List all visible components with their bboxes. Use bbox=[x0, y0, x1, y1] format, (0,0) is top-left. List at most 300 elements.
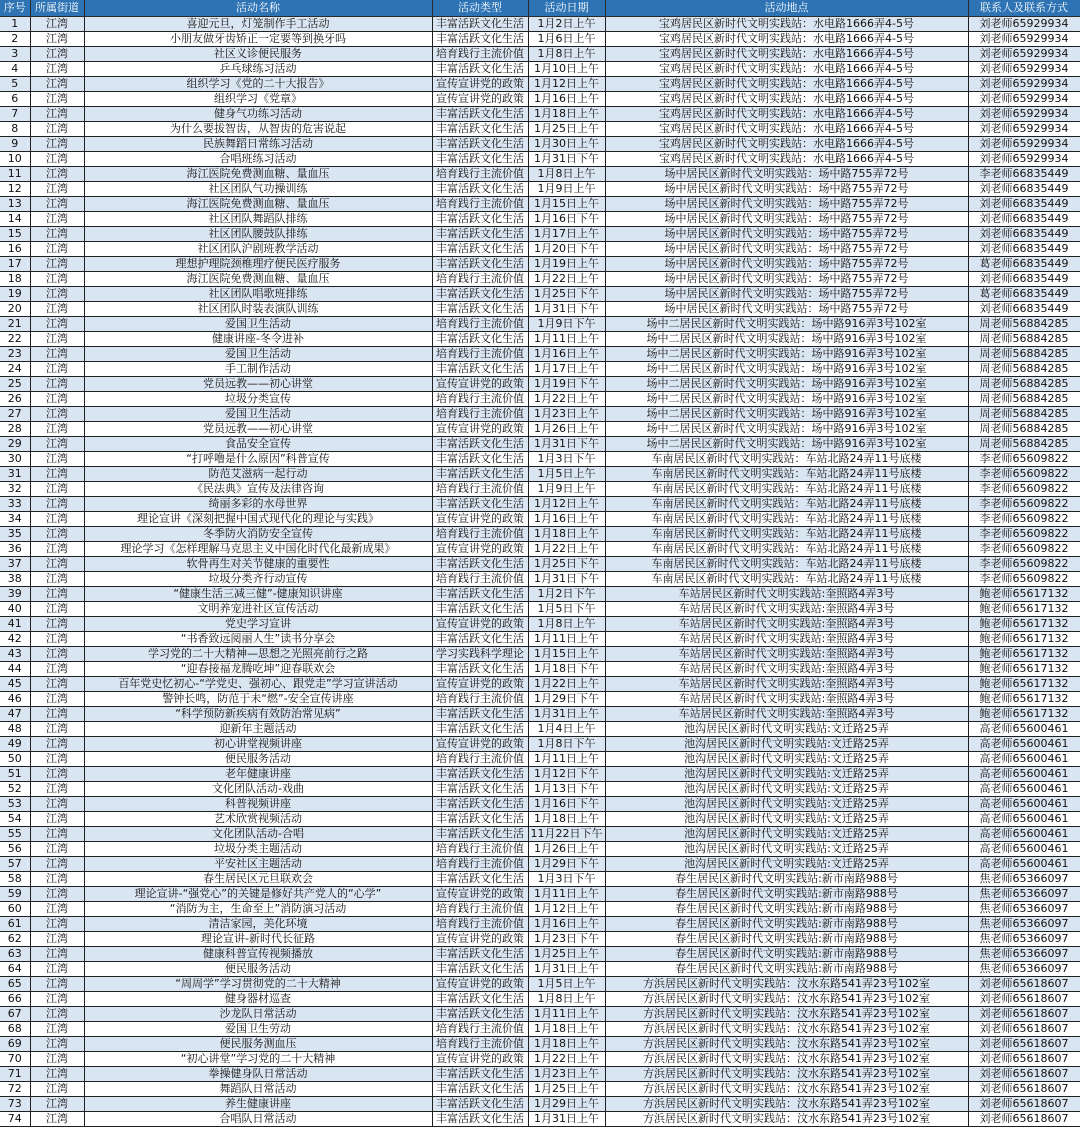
cell-street: 江湾 bbox=[30, 601, 84, 616]
cell-activity-location: 场中居民区新时代文明实践站：场中路755弄72号 bbox=[605, 256, 968, 271]
cell-index: 14 bbox=[0, 211, 30, 226]
cell-activity-type: 宣传宣讲党的政策 bbox=[432, 511, 528, 526]
cell-index: 56 bbox=[0, 841, 30, 856]
cell-activity-type: 丰富活跃文化生活 bbox=[432, 256, 528, 271]
cell-activity-name: “科学预防新疾病有效防治常见病” bbox=[84, 706, 432, 721]
cell-activity-date: 1月16日上午 bbox=[528, 346, 605, 361]
cell-activity-location: 车站居民区新时代文明实践站:奎照路4弄3号 bbox=[605, 661, 968, 676]
cell-activity-date: 1月3日下午 bbox=[528, 451, 605, 466]
cell-activity-name: 合唱队日常活动 bbox=[84, 1111, 432, 1126]
cell-contact: 周老师56884285 bbox=[968, 331, 1080, 346]
cell-activity-date: 1月8日上午 bbox=[528, 166, 605, 181]
cell-street: 江湾 bbox=[30, 286, 84, 301]
cell-activity-location: 场中二居民区新时代文明实践站：场中路916弄3号102室 bbox=[605, 421, 968, 436]
cell-activity-name: 社区义诊便民服务 bbox=[84, 46, 432, 61]
cell-street: 江湾 bbox=[30, 46, 84, 61]
cell-activity-location: 场中居民区新时代文明实践站：场中路755弄72号 bbox=[605, 211, 968, 226]
header-street: 所属街道 bbox=[30, 0, 84, 16]
cell-contact: 鲍老师65617132 bbox=[968, 631, 1080, 646]
cell-activity-date: 1月12日下午 bbox=[528, 766, 605, 781]
cell-activity-location: 宝鸡居民区新时代文明实践站：水电路1666弄4-5号 bbox=[605, 46, 968, 61]
cell-index: 40 bbox=[0, 601, 30, 616]
cell-activity-date: 1月2日上午 bbox=[528, 16, 605, 31]
cell-activity-location: 宝鸡居民区新时代文明实践站：水电路1666弄4-5号 bbox=[605, 121, 968, 136]
cell-activity-location: 方浜居民区新时代文明实践站：汶水东路541弄23号102室 bbox=[605, 1006, 968, 1021]
cell-activity-name: 爱国卫生活动 bbox=[84, 316, 432, 331]
cell-activity-name: 学习党的二十大精神—思想之光照亮前行之路 bbox=[84, 646, 432, 661]
table-row bbox=[0, 586, 1080, 601]
cell-street: 江湾 bbox=[30, 886, 84, 901]
cell-activity-date: 1月26日上午 bbox=[528, 841, 605, 856]
cell-activity-location: 场中二居民区新时代文明实践站：场中路916弄3号102室 bbox=[605, 436, 968, 451]
cell-activity-type: 培育践行主流价值 bbox=[432, 841, 528, 856]
cell-activity-type: 丰富活跃文化生活 bbox=[432, 436, 528, 451]
cell-index: 65 bbox=[0, 976, 30, 991]
cell-activity-name: 文化团队活动-合唱 bbox=[84, 826, 432, 841]
cell-index: 18 bbox=[0, 271, 30, 286]
cell-index: 51 bbox=[0, 766, 30, 781]
cell-activity-date: 1月20日下午 bbox=[528, 241, 605, 256]
cell-activity-name: 理想护理院颈椎理疗便民医疗服务 bbox=[84, 256, 432, 271]
cell-activity-type: 丰富活跃文化生活 bbox=[432, 826, 528, 841]
cell-index: 12 bbox=[0, 181, 30, 196]
cell-street: 江湾 bbox=[30, 871, 84, 886]
cell-activity-type: 宣传宣讲党的政策 bbox=[432, 76, 528, 91]
cell-index: 33 bbox=[0, 496, 30, 511]
cell-activity-location: 车南居民区新时代文明实践站：车站北路24弄11号底楼 bbox=[605, 496, 968, 511]
cell-activity-type: 培育践行主流价值 bbox=[432, 406, 528, 421]
cell-activity-type: 宣传宣讲党的政策 bbox=[432, 931, 528, 946]
cell-activity-name: 党员远教——初心讲堂 bbox=[84, 376, 432, 391]
table-row bbox=[0, 106, 1080, 121]
cell-street: 江湾 bbox=[30, 241, 84, 256]
cell-street: 江湾 bbox=[30, 661, 84, 676]
cell-contact: 焦老师65366097 bbox=[968, 886, 1080, 901]
cell-index: 15 bbox=[0, 226, 30, 241]
cell-activity-name: 拳操健身队日常活动 bbox=[84, 1066, 432, 1081]
cell-activity-type: 培育践行主流价值 bbox=[432, 1036, 528, 1051]
cell-street: 江湾 bbox=[30, 556, 84, 571]
cell-contact: 鲍老师65617132 bbox=[968, 676, 1080, 691]
cell-activity-type: 培育践行主流价值 bbox=[432, 691, 528, 706]
cell-activity-date: 1月4日上午 bbox=[528, 721, 605, 736]
table-row bbox=[0, 781, 1080, 796]
cell-activity-date: 1月11日上午 bbox=[528, 331, 605, 346]
cell-activity-date: 1月25日上午 bbox=[528, 1081, 605, 1096]
cell-index: 50 bbox=[0, 751, 30, 766]
cell-contact: 刘老师65618607 bbox=[968, 1111, 1080, 1126]
cell-activity-date: 1月17日上午 bbox=[528, 226, 605, 241]
cell-activity-type: 丰富活跃文化生活 bbox=[432, 121, 528, 136]
cell-activity-name: 垃圾分类宣传 bbox=[84, 391, 432, 406]
cell-activity-location: 场中二居民区新时代文明实践站：场中路916弄3号102室 bbox=[605, 346, 968, 361]
cell-activity-type: 学习实践科学理论 bbox=[432, 646, 528, 661]
cell-contact: 高老师65600461 bbox=[968, 751, 1080, 766]
cell-activity-location: 宝鸡居民区新时代文明实践站：水电路1666弄4-5号 bbox=[605, 151, 968, 166]
cell-activity-type: 丰富活跃文化生活 bbox=[432, 706, 528, 721]
table-row bbox=[0, 226, 1080, 241]
cell-activity-date: 1月9日下午 bbox=[528, 316, 605, 331]
table-row bbox=[0, 631, 1080, 646]
cell-contact: 刘老师65618607 bbox=[968, 1051, 1080, 1066]
cell-activity-name: 平安社区主题活动 bbox=[84, 856, 432, 871]
cell-activity-date: 1月18日上午 bbox=[528, 526, 605, 541]
cell-activity-name: 社区团队舞蹈队排练 bbox=[84, 211, 432, 226]
table-row bbox=[0, 616, 1080, 631]
cell-street: 江湾 bbox=[30, 1066, 84, 1081]
cell-contact: 刘老师65618607 bbox=[968, 1021, 1080, 1036]
cell-activity-date: 1月16日上午 bbox=[528, 511, 605, 526]
table-row bbox=[0, 46, 1080, 61]
cell-activity-name: 便民服务活动 bbox=[84, 961, 432, 976]
cell-activity-location: 车站居民区新时代文明实践站:奎照路4弄3号 bbox=[605, 691, 968, 706]
table-row bbox=[0, 496, 1080, 511]
cell-activity-name: 社区团队气功操训练 bbox=[84, 181, 432, 196]
cell-contact: 鲍老师65617132 bbox=[968, 691, 1080, 706]
table-row bbox=[0, 796, 1080, 811]
cell-activity-type: 培育践行主流价值 bbox=[432, 196, 528, 211]
cell-activity-date: 1月2日下午 bbox=[528, 586, 605, 601]
table-row bbox=[0, 1066, 1080, 1081]
cell-activity-location: 池沟居民区新时代文明实践站:文迁路25弄 bbox=[605, 796, 968, 811]
table-row bbox=[0, 931, 1080, 946]
cell-activity-type: 丰富活跃文化生活 bbox=[432, 16, 528, 31]
table-row bbox=[0, 331, 1080, 346]
header-activity-name: 活动名称 bbox=[84, 0, 432, 16]
cell-contact: 焦老师65366097 bbox=[968, 946, 1080, 961]
cell-index: 34 bbox=[0, 511, 30, 526]
cell-activity-location: 场中居民区新时代文明实践站：场中路755弄72号 bbox=[605, 286, 968, 301]
cell-index: 6 bbox=[0, 91, 30, 106]
cell-activity-type: 丰富活跃文化生活 bbox=[432, 796, 528, 811]
table-row bbox=[0, 481, 1080, 496]
cell-activity-location: 宝鸡居民区新时代文明实践站：水电路1666弄4-5号 bbox=[605, 91, 968, 106]
table-row bbox=[0, 76, 1080, 91]
cell-activity-name: 文明养宠进社区宣传活动 bbox=[84, 601, 432, 616]
cell-index: 60 bbox=[0, 901, 30, 916]
cell-index: 39 bbox=[0, 586, 30, 601]
table-row bbox=[0, 676, 1080, 691]
cell-activity-type: 丰富活跃文化生活 bbox=[432, 766, 528, 781]
cell-contact: 李老师65609822 bbox=[968, 526, 1080, 541]
cell-activity-date: 1月31日上午 bbox=[528, 961, 605, 976]
table-row bbox=[0, 946, 1080, 961]
table-row bbox=[0, 976, 1080, 991]
cell-activity-location: 方浜居民区新时代文明实践站：汶水东路541弄23号102室 bbox=[605, 1096, 968, 1111]
cell-index: 30 bbox=[0, 451, 30, 466]
table-row bbox=[0, 301, 1080, 316]
cell-activity-type: 丰富活跃文化生活 bbox=[432, 1006, 528, 1021]
cell-activity-date: 1月31日下午 bbox=[528, 151, 605, 166]
cell-street: 江湾 bbox=[30, 181, 84, 196]
cell-index: 64 bbox=[0, 961, 30, 976]
table-row bbox=[0, 361, 1080, 376]
cell-activity-location: 场中居民区新时代文明实践站：场中路755弄72号 bbox=[605, 196, 968, 211]
cell-activity-name: 党员远教——初心讲堂 bbox=[84, 421, 432, 436]
cell-contact: 刘老师65929934 bbox=[968, 61, 1080, 76]
cell-activity-name: 百年党史忆初心-“学党史、强初心、跟党走”学习宣讲活动 bbox=[84, 676, 432, 691]
cell-contact: 刘老师66835449 bbox=[968, 271, 1080, 286]
cell-street: 江湾 bbox=[30, 316, 84, 331]
cell-activity-date: 1月12日上午 bbox=[528, 76, 605, 91]
cell-index: 24 bbox=[0, 361, 30, 376]
cell-contact: 周老师56884285 bbox=[968, 406, 1080, 421]
cell-activity-date: 1月22日上午 bbox=[528, 271, 605, 286]
cell-index: 22 bbox=[0, 331, 30, 346]
cell-activity-name: 海江医院免费测血糖、量血压 bbox=[84, 196, 432, 211]
cell-contact: 葛老师66835449 bbox=[968, 256, 1080, 271]
cell-activity-location: 场中二居民区新时代文明实践站：场中路916弄3号102室 bbox=[605, 361, 968, 376]
cell-activity-name: 小朋友做牙齿矫正一定要等到换牙吗 bbox=[84, 31, 432, 46]
cell-activity-type: 培育践行主流价值 bbox=[432, 46, 528, 61]
cell-contact: 刘老师65618607 bbox=[968, 991, 1080, 1006]
cell-street: 江湾 bbox=[30, 676, 84, 691]
cell-activity-type: 宣传宣讲党的政策 bbox=[432, 421, 528, 436]
cell-index: 44 bbox=[0, 661, 30, 676]
cell-activity-location: 车南居民区新时代文明实践站：车站北路24弄11号底楼 bbox=[605, 541, 968, 556]
cell-index: 4 bbox=[0, 61, 30, 76]
cell-activity-name: 社区团队唱歌班排练 bbox=[84, 286, 432, 301]
cell-street: 江湾 bbox=[30, 991, 84, 1006]
table-row bbox=[0, 916, 1080, 931]
header-index: 序号 bbox=[0, 0, 30, 16]
cell-activity-date: 1月8日下午 bbox=[528, 736, 605, 751]
cell-index: 7 bbox=[0, 106, 30, 121]
cell-activity-name: “打呼噜是什么原因”科普宣传 bbox=[84, 451, 432, 466]
cell-street: 江湾 bbox=[30, 541, 84, 556]
cell-activity-type: 培育践行主流价值 bbox=[432, 1021, 528, 1036]
cell-contact: 焦老师65366097 bbox=[968, 871, 1080, 886]
cell-contact: 周老师56884285 bbox=[968, 436, 1080, 451]
cell-activity-location: 车南居民区新时代文明实践站：车站北路24弄11号底楼 bbox=[605, 451, 968, 466]
cell-activity-date: 1月25日上午 bbox=[528, 121, 605, 136]
cell-contact: 周老师56884285 bbox=[968, 391, 1080, 406]
cell-activity-location: 方浜居民区新时代文明实践站：汶水东路541弄23号102室 bbox=[605, 1111, 968, 1126]
cell-activity-location: 宝鸡居民区新时代文明实践站：水电路1666弄4-5号 bbox=[605, 31, 968, 46]
cell-activity-location: 车站居民区新时代文明实践站:奎照路4弄3号 bbox=[605, 631, 968, 646]
cell-activity-location: 春生居民区新时代文明实践站:新市南路988号 bbox=[605, 901, 968, 916]
cell-activity-location: 春生居民区新时代文明实践站:新市南路988号 bbox=[605, 871, 968, 886]
cell-activity-name: 便民服务测血压 bbox=[84, 1036, 432, 1051]
table-body bbox=[0, 16, 1080, 1126]
cell-street: 江湾 bbox=[30, 436, 84, 451]
cell-contact: 李老师65609822 bbox=[968, 556, 1080, 571]
cell-index: 54 bbox=[0, 811, 30, 826]
cell-contact: 周老师56884285 bbox=[968, 421, 1080, 436]
cell-activity-name: 养生健康讲座 bbox=[84, 1096, 432, 1111]
cell-contact: 刘老师65929934 bbox=[968, 151, 1080, 166]
cell-activity-type: 宣传宣讲党的政策 bbox=[432, 376, 528, 391]
cell-activity-name: 社区团队腰鼓队排练 bbox=[84, 226, 432, 241]
cell-activity-type: 宣传宣讲党的政策 bbox=[432, 541, 528, 556]
cell-activity-location: 方浜居民区新时代文明实践站：汶水东路541弄23号102室 bbox=[605, 991, 968, 1006]
cell-index: 9 bbox=[0, 136, 30, 151]
cell-activity-name: 绮丽多彩的水母世界 bbox=[84, 496, 432, 511]
cell-activity-name: 软骨再生对关节健康的重要性 bbox=[84, 556, 432, 571]
cell-activity-date: 1月29日上午 bbox=[528, 1096, 605, 1111]
table-row bbox=[0, 271, 1080, 286]
cell-activity-name: 爱国卫生活动 bbox=[84, 406, 432, 421]
cell-activity-location: 池沟居民区新时代文明实践站:文迁路25弄 bbox=[605, 781, 968, 796]
cell-activity-location: 方浜居民区新时代文明实践站：汶水东路541弄23号102室 bbox=[605, 1051, 968, 1066]
cell-activity-location: 场中居民区新时代文明实践站：场中路755弄72号 bbox=[605, 301, 968, 316]
cell-activity-location: 方浜居民区新时代文明实践站：汶水东路541弄23号102室 bbox=[605, 976, 968, 991]
cell-activity-location: 场中二居民区新时代文明实践站：场中路916弄3号102室 bbox=[605, 316, 968, 331]
table-row bbox=[0, 646, 1080, 661]
cell-activity-location: 场中二居民区新时代文明实践站：场中路916弄3号102室 bbox=[605, 406, 968, 421]
cell-index: 8 bbox=[0, 121, 30, 136]
cell-activity-date: 1月10日上午 bbox=[528, 61, 605, 76]
cell-index: 11 bbox=[0, 166, 30, 181]
cell-activity-location: 春生居民区新时代文明实践站:新市南路988号 bbox=[605, 931, 968, 946]
cell-contact: 李老师65609822 bbox=[968, 496, 1080, 511]
cell-index: 5 bbox=[0, 76, 30, 91]
cell-index: 26 bbox=[0, 391, 30, 406]
cell-activity-type: 丰富活跃文化生活 bbox=[432, 331, 528, 346]
cell-activity-name: 海江医院免费测血糖、量血压 bbox=[84, 166, 432, 181]
cell-activity-date: 1月19日上午 bbox=[528, 256, 605, 271]
cell-activity-location: 春生居民区新时代文明实践站:新市南路988号 bbox=[605, 886, 968, 901]
cell-activity-location: 宝鸡居民区新时代文明实践站：水电路1666弄4-5号 bbox=[605, 106, 968, 121]
cell-contact: 焦老师65366097 bbox=[968, 961, 1080, 976]
table-row bbox=[0, 1051, 1080, 1066]
cell-contact: 刘老师65618607 bbox=[968, 976, 1080, 991]
table-row bbox=[0, 136, 1080, 151]
cell-activity-date: 1月11日上午 bbox=[528, 631, 605, 646]
cell-index: 35 bbox=[0, 526, 30, 541]
cell-street: 江湾 bbox=[30, 526, 84, 541]
cell-street: 江湾 bbox=[30, 781, 84, 796]
cell-activity-location: 池沟居民区新时代文明实践站:文迁路25弄 bbox=[605, 856, 968, 871]
table-row bbox=[0, 241, 1080, 256]
table-row bbox=[0, 1081, 1080, 1096]
table-row bbox=[0, 421, 1080, 436]
cell-activity-location: 场中居民区新时代文明实践站：场中路755弄72号 bbox=[605, 181, 968, 196]
cell-activity-type: 丰富活跃文化生活 bbox=[432, 961, 528, 976]
cell-activity-type: 丰富活跃文化生活 bbox=[432, 1066, 528, 1081]
cell-activity-type: 丰富活跃文化生活 bbox=[432, 811, 528, 826]
cell-index: 23 bbox=[0, 346, 30, 361]
cell-activity-name: 科普视频讲座 bbox=[84, 796, 432, 811]
cell-index: 71 bbox=[0, 1066, 30, 1081]
cell-street: 江湾 bbox=[30, 586, 84, 601]
table-row bbox=[0, 211, 1080, 226]
cell-activity-location: 车站居民区新时代文明实践站:奎照路4弄3号 bbox=[605, 586, 968, 601]
cell-activity-type: 丰富活跃文化生活 bbox=[432, 556, 528, 571]
cell-activity-type: 宣传宣讲党的政策 bbox=[432, 616, 528, 631]
cell-contact: 刘老师65618607 bbox=[968, 1066, 1080, 1081]
cell-activity-date: 1月31日下午 bbox=[528, 571, 605, 586]
cell-activity-type: 宣传宣讲党的政策 bbox=[432, 91, 528, 106]
cell-activity-type: 丰富活跃文化生活 bbox=[432, 991, 528, 1006]
cell-activity-date: 1月29日下午 bbox=[528, 856, 605, 871]
cell-street: 江湾 bbox=[30, 826, 84, 841]
cell-contact: 鲍老师65617132 bbox=[968, 601, 1080, 616]
table-row bbox=[0, 406, 1080, 421]
cell-street: 江湾 bbox=[30, 61, 84, 76]
table-row bbox=[0, 256, 1080, 271]
cell-contact: 李老师65609822 bbox=[968, 571, 1080, 586]
cell-index: 73 bbox=[0, 1096, 30, 1111]
cell-activity-date: 1月25日下午 bbox=[528, 556, 605, 571]
cell-contact: 鲍老师65617132 bbox=[968, 706, 1080, 721]
cell-activity-location: 春生居民区新时代文明实践站:新市南路988号 bbox=[605, 961, 968, 976]
cell-activity-date: 1月18日上午 bbox=[528, 106, 605, 121]
cell-activity-location: 车南居民区新时代文明实践站：车站北路24弄11号底楼 bbox=[605, 571, 968, 586]
cell-activity-name: 社区团队时装表演队训练 bbox=[84, 301, 432, 316]
cell-activity-date: 1月18日上午 bbox=[528, 811, 605, 826]
table-row bbox=[0, 736, 1080, 751]
table-row bbox=[0, 826, 1080, 841]
cell-activity-date: 1月22日上午 bbox=[528, 391, 605, 406]
cell-index: 67 bbox=[0, 1006, 30, 1021]
cell-index: 13 bbox=[0, 196, 30, 211]
table-row bbox=[0, 151, 1080, 166]
cell-activity-name: 为什么要拔智齿，从智齿的危害说起 bbox=[84, 121, 432, 136]
cell-activity-date: 1月18日上午 bbox=[528, 1021, 605, 1036]
cell-index: 68 bbox=[0, 1021, 30, 1036]
cell-contact: 刘老师65929934 bbox=[968, 76, 1080, 91]
table-row bbox=[0, 61, 1080, 76]
cell-index: 66 bbox=[0, 991, 30, 1006]
cell-activity-name: 春生居民区元旦联欢会 bbox=[84, 871, 432, 886]
table-row bbox=[0, 1111, 1080, 1126]
cell-activity-type: 丰富活跃文化生活 bbox=[432, 781, 528, 796]
cell-street: 江湾 bbox=[30, 841, 84, 856]
cell-activity-location: 池沟居民区新时代文明实践站:文迁路25弄 bbox=[605, 736, 968, 751]
cell-contact: 刘老师66835449 bbox=[968, 211, 1080, 226]
cell-contact: 刘老师65618607 bbox=[968, 1006, 1080, 1021]
cell-activity-type: 丰富活跃文化生活 bbox=[432, 1111, 528, 1126]
header-activity-type: 活动类型 bbox=[432, 0, 528, 16]
cell-activity-location: 宝鸡居民区新时代文明实践站：水电路1666弄4-5号 bbox=[605, 61, 968, 76]
cell-activity-type: 丰富活跃文化生活 bbox=[432, 361, 528, 376]
header-contact: 联系人及联系方式 bbox=[968, 0, 1080, 16]
table-row bbox=[0, 376, 1080, 391]
cell-street: 江湾 bbox=[30, 1111, 84, 1126]
cell-activity-type: 培育践行主流价值 bbox=[432, 346, 528, 361]
cell-activity-type: 宣传宣讲党的政策 bbox=[432, 976, 528, 991]
cell-contact: 鲍老师65617132 bbox=[968, 616, 1080, 631]
cell-index: 55 bbox=[0, 826, 30, 841]
cell-contact: 刘老师66835449 bbox=[968, 181, 1080, 196]
cell-contact: 焦老师65366097 bbox=[968, 901, 1080, 916]
cell-contact: 刘老师65929934 bbox=[968, 46, 1080, 61]
cell-activity-date: 1月5日下午 bbox=[528, 601, 605, 616]
cell-index: 3 bbox=[0, 46, 30, 61]
cell-activity-type: 培育践行主流价值 bbox=[432, 751, 528, 766]
cell-contact: 李老师65609822 bbox=[968, 541, 1080, 556]
cell-activity-type: 丰富活跃文化生活 bbox=[432, 601, 528, 616]
cell-activity-name: 合唱班练习活动 bbox=[84, 151, 432, 166]
cell-contact: 鲍老师65617132 bbox=[968, 646, 1080, 661]
cell-street: 江湾 bbox=[30, 571, 84, 586]
cell-contact: 焦老师65366097 bbox=[968, 931, 1080, 946]
table-row bbox=[0, 466, 1080, 481]
cell-street: 江湾 bbox=[30, 166, 84, 181]
cell-street: 江湾 bbox=[30, 901, 84, 916]
cell-activity-location: 车站居民区新时代文明实践站:奎照路4弄3号 bbox=[605, 616, 968, 631]
cell-activity-location: 宝鸡居民区新时代文明实践站：水电路1666弄4-5号 bbox=[605, 16, 968, 31]
table-row bbox=[0, 901, 1080, 916]
cell-activity-location: 池沟居民区新时代文明实践站:文迁路25弄 bbox=[605, 766, 968, 781]
cell-activity-date: 1月12日上午 bbox=[528, 901, 605, 916]
cell-activity-type: 丰富活跃文化生活 bbox=[432, 61, 528, 76]
cell-street: 江湾 bbox=[30, 136, 84, 151]
cell-index: 59 bbox=[0, 886, 30, 901]
cell-activity-type: 宣传宣讲党的政策 bbox=[432, 676, 528, 691]
table-row bbox=[0, 31, 1080, 46]
